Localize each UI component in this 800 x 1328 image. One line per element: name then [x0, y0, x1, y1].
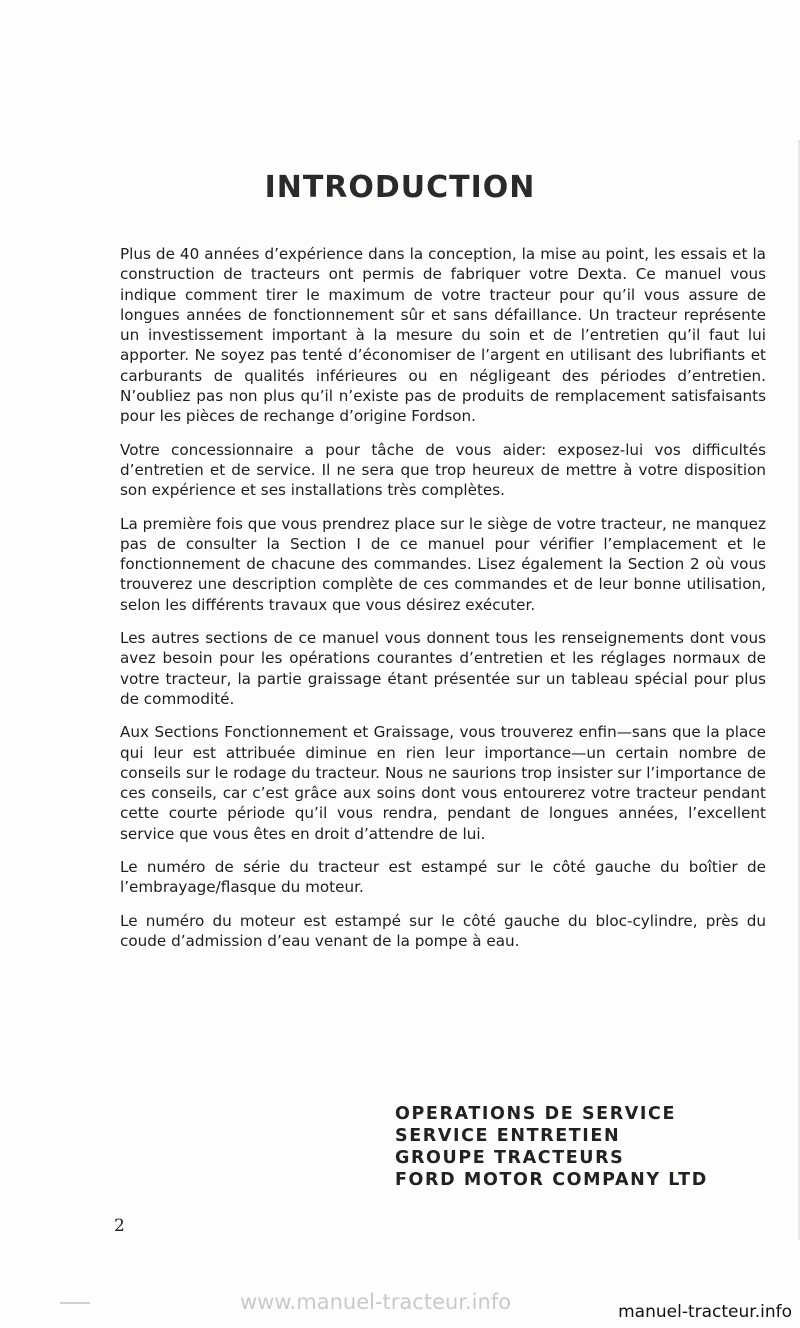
signature-line: OPERATIONS DE SERVICE [395, 1104, 677, 1124]
page-title: INTRODUCTION [264, 170, 536, 205]
signature-line: SERVICE ENTRETIEN [395, 1126, 621, 1146]
body-text [120, 244, 766, 964]
paragraph: Le numéro du moteur est estampé sur le côté gauche du bloc-cylindre, près du coude d’admission d’eau venant de la pompe à eau. [120, 911, 766, 950]
page-number: 2 [114, 1216, 125, 1236]
paragraph: Les autres sections de ce manuel vous donnent tous les renseignements dont vous avez besoin pour les opérations courantes d’entretien et les réglages normaux de votre tracteur, la partie graissage étant présentée sur un tableau spécial pour plus de commodité. [120, 629, 766, 708]
paragraph: Votre concessionnaire a pour tâche de vous aider: exposez-lui vos difficultés d’entretien et de service. Il ne sera que trop heureux de mettre à votre disposition son expérience et ses installations très complètes. [120, 440, 766, 500]
paragraph: La première fois que vous prendrez place sur le siège de votre tracteur, ne manquez pas de consulter la Section I de ce manuel pour vérifier l’emplacement et le fonctionnement de chacune des commandes. Lisez également la Section 2 où vous trouverez une description complète de ces commandes et de leur bonne utilisation, selon les différents travaux que vous désirez exécuter. [120, 514, 766, 614]
paragraph: Le numéro de série du tracteur est estampé sur le côté gauche du boîtier de l’embrayage/flasque du moteur. [120, 858, 766, 897]
signature-block [395, 1103, 708, 1191]
scan-mark [60, 1302, 90, 1304]
watermark-site-label: manuel-tracteur.info [618, 1302, 792, 1322]
signature-line: GROUPE TRACTEURS [395, 1148, 625, 1168]
paragraph: Aux Sections Fonctionnement et Graissage, vous trouverez enfin—sans que la place qui leur est attribuée diminue en rien leur importance—un certain nombre de conseils sur le rodage du tracteur. Nous ne saurions trop insister sur l’importance de ces conseils, car c’est grâce aux soins dont vous entourerez votre tracteur pendant cette courte période qu’il vous rendra, pendant de longues années, l’excellent service que vous êtes en droit d’attendre de lui. [120, 723, 766, 843]
watermark-url: www.manuel-tracteur.info [240, 1290, 512, 1314]
paragraph: Plus de 40 années d’expérience dans la conception, la mise au point, les essais et la construction de tracteurs ont permis de fabriquer votre Dexta. Ce manuel vous indique comment tirer le maximum de votre tracteur pour qu’il vous assure de longues années de fonctionnement sûr et sans défaillance. Un tracteur représente un investissement important à la mesure du soin et de l’entretien qu’il faut lui apporter. Ne soyez pas tenté d’économiser de l’argent en utilisant des lubrifiants et carburants de qualités inférieures ou en négligeant des périodes d’entretien. N’oubliez pas non plus qu’il n’existe pas de produits de remplacement satisfaisants pour les pièces de rechange d’origine Fordson. [120, 245, 766, 426]
signature-line: FORD MOTOR COMPANY LTD [395, 1170, 708, 1190]
